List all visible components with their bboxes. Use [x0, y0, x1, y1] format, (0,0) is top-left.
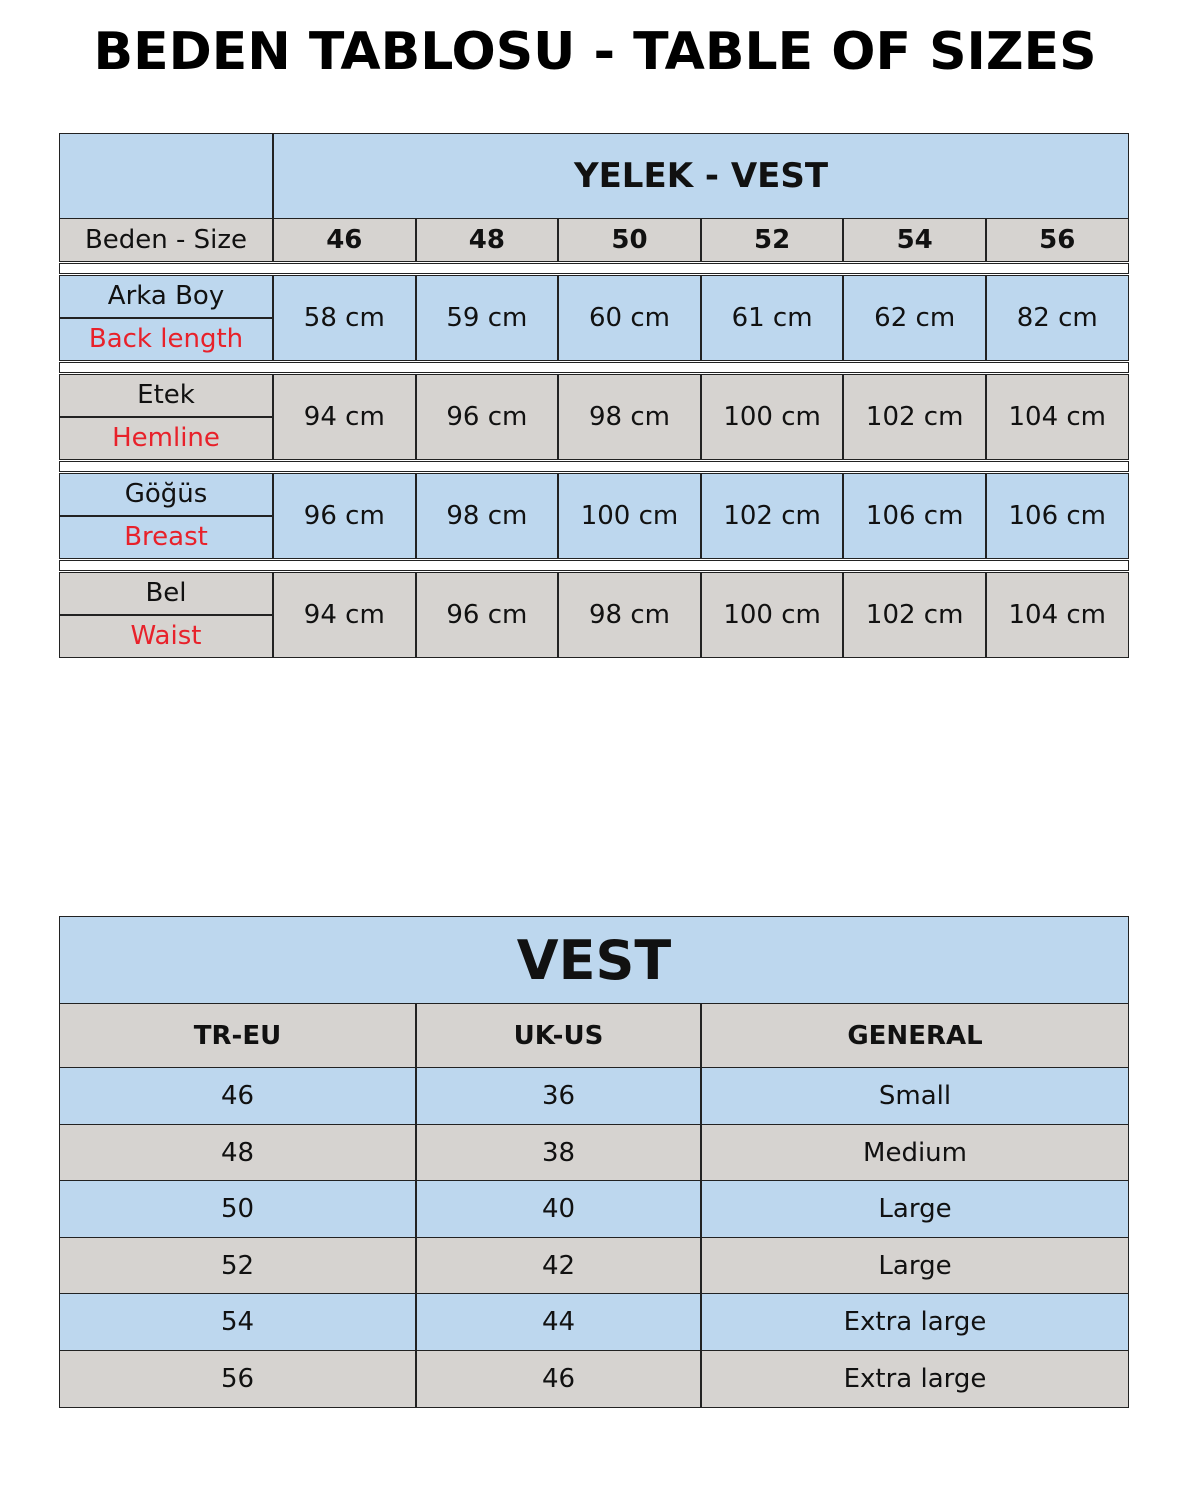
table-row — [59, 1350, 1129, 1408]
conversion-table-title: VEST — [59, 916, 1129, 1004]
size-measurement-table — [59, 133, 1129, 658]
table-row — [59, 1293, 1129, 1351]
value-cell: 100 cm — [701, 374, 844, 460]
value-cell: 94 cm — [273, 572, 416, 658]
uk-us-cell: 46 — [416, 1350, 701, 1408]
row-label-en: Breast — [59, 516, 273, 559]
size-cell: 54 — [843, 218, 986, 262]
value-cell: 100 cm — [701, 572, 844, 658]
size-cell: 46 — [273, 218, 416, 262]
sizes-row — [59, 218, 1129, 262]
table-row — [59, 1124, 1129, 1182]
tr-eu-cell: 54 — [59, 1293, 416, 1351]
size-conversion-table — [59, 916, 1129, 1408]
value-cell: 102 cm — [701, 473, 844, 559]
value-cell: 98 cm — [416, 473, 559, 559]
row-label-tr: Bel — [59, 572, 273, 615]
general-cell: Extra large — [701, 1293, 1129, 1351]
value-cell: 60 cm — [558, 275, 701, 361]
uk-us-cell: 40 — [416, 1180, 701, 1238]
measurement-row-waist — [59, 572, 1129, 658]
size-label: Beden - Size — [59, 218, 273, 262]
value-cell: 102 cm — [843, 374, 986, 460]
row-label-en: Hemline — [59, 417, 273, 460]
page-title: BEDEN TABLOSU - TABLE OF SIZES — [93, 22, 1097, 82]
row-divider — [59, 461, 1129, 472]
value-cell: 96 cm — [416, 374, 559, 460]
tr-eu-cell: 48 — [59, 1124, 416, 1182]
table-header-row — [59, 133, 1129, 219]
tr-eu-cell: 50 — [59, 1180, 416, 1238]
value-cell: 102 cm — [843, 572, 986, 658]
uk-us-cell: 44 — [416, 1293, 701, 1351]
row-label-tr: Göğüs — [59, 473, 273, 516]
header-corner-cell — [59, 133, 273, 219]
measurement-row-back-length — [59, 275, 1129, 361]
value-cell: 94 cm — [273, 374, 416, 460]
uk-us-cell: 36 — [416, 1067, 701, 1125]
value-cell: 61 cm — [701, 275, 844, 361]
value-cell: 104 cm — [986, 572, 1129, 658]
size-cell: 52 — [701, 218, 844, 262]
value-cell: 82 cm — [986, 275, 1129, 361]
row-label-en: Waist — [59, 615, 273, 658]
measurement-row-breast — [59, 473, 1129, 559]
value-cell: 106 cm — [986, 473, 1129, 559]
tr-eu-cell: 56 — [59, 1350, 416, 1408]
size-cell: 50 — [558, 218, 701, 262]
row-label-en: Back length — [59, 318, 273, 361]
column-header: TR-EU — [59, 1003, 416, 1069]
value-cell: 98 cm — [558, 572, 701, 658]
measurement-row-hemline — [59, 374, 1129, 460]
value-cell: 106 cm — [843, 473, 986, 559]
general-cell: Large — [701, 1180, 1129, 1238]
tr-eu-cell: 46 — [59, 1067, 416, 1125]
value-cell: 98 cm — [558, 374, 701, 460]
value-cell: 100 cm — [558, 473, 701, 559]
value-cell: 62 cm — [843, 275, 986, 361]
column-header: GENERAL — [701, 1003, 1129, 1069]
general-cell: Medium — [701, 1124, 1129, 1182]
column-header: UK-US — [416, 1003, 701, 1069]
tr-eu-cell: 52 — [59, 1237, 416, 1295]
uk-us-cell: 38 — [416, 1124, 701, 1182]
general-cell: Small — [701, 1067, 1129, 1125]
value-cell: 58 cm — [273, 275, 416, 361]
row-label-tr: Arka Boy — [59, 275, 273, 318]
general-cell: Large — [701, 1237, 1129, 1295]
table-row — [59, 1237, 1129, 1295]
table-row — [59, 1067, 1129, 1125]
uk-us-cell: 42 — [416, 1237, 701, 1295]
row-divider — [59, 560, 1129, 571]
value-cell: 96 cm — [416, 572, 559, 658]
value-cell: 96 cm — [273, 473, 416, 559]
table-header-title: YELEK - VEST — [273, 133, 1129, 219]
size-cell: 48 — [416, 218, 559, 262]
value-cell: 59 cm — [416, 275, 559, 361]
value-cell: 104 cm — [986, 374, 1129, 460]
row-label-tr: Etek — [59, 374, 273, 417]
general-cell: Extra large — [701, 1350, 1129, 1408]
conversion-header-row — [59, 1003, 1129, 1069]
row-divider — [59, 263, 1129, 274]
row-divider — [59, 362, 1129, 373]
size-cell: 56 — [986, 218, 1129, 262]
table-row — [59, 1180, 1129, 1238]
